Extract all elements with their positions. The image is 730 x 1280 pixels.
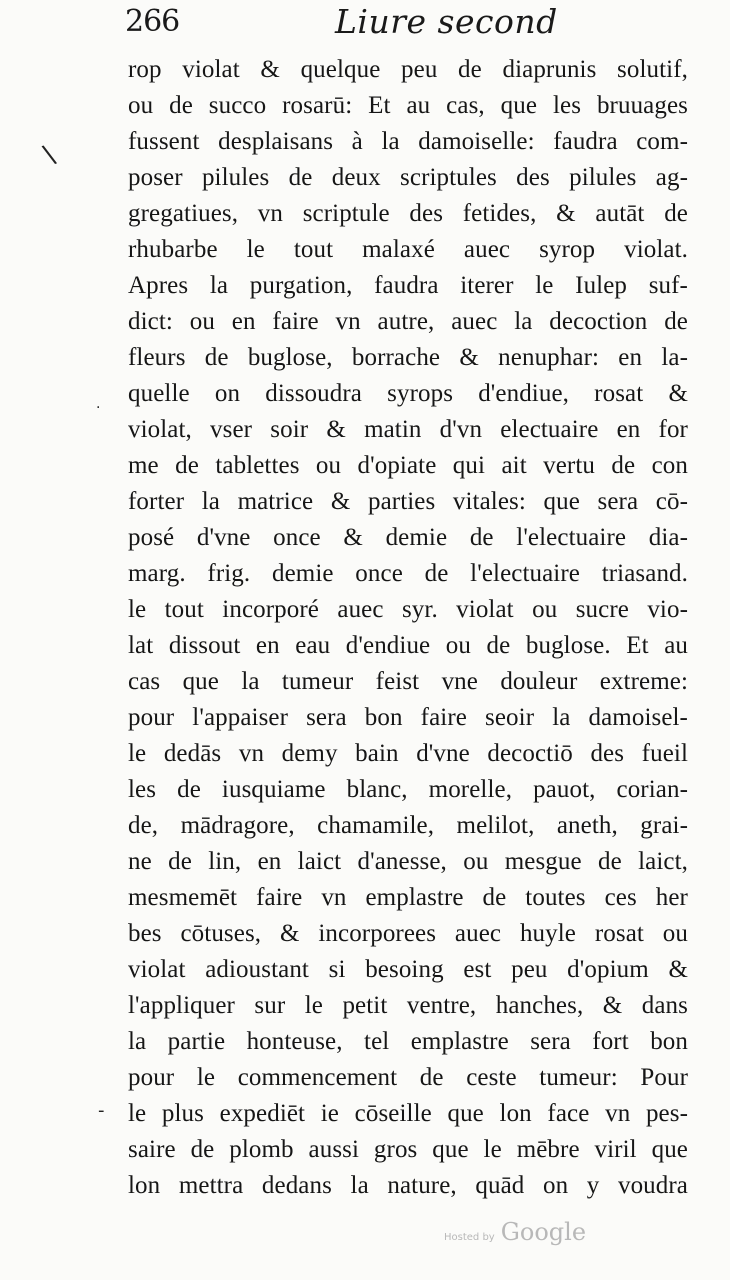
- text-line: gregatiues, vn scriptule des fetides, & autāt de: [128, 200, 688, 227]
- text-line-row: [128, 232, 688, 268]
- text-line: lat dissout en eau d'endiue ou de buglose. Et au: [128, 632, 688, 659]
- text-line-row: [128, 808, 688, 844]
- margin-ink-dash: -: [98, 1100, 105, 1121]
- text-line-row: [128, 484, 688, 520]
- text-line-row: [128, 880, 688, 916]
- text-line-row: [128, 304, 688, 340]
- text-line-row: [128, 88, 688, 124]
- margin-ink-mark: \: [40, 139, 59, 171]
- text-line: poser pilules de deux scriptules des pilules ag-: [128, 164, 688, 191]
- text-line-row: [128, 1060, 688, 1096]
- text-line-row: [128, 700, 688, 736]
- text-line-row: [128, 592, 688, 628]
- text-line-row: [128, 412, 688, 448]
- text-line-row: [128, 1168, 688, 1204]
- text-line-row: [128, 1096, 688, 1132]
- text-line: me de tablettes ou d'opiate qui ait vertu de con: [128, 452, 688, 479]
- text-line-row: [128, 556, 688, 592]
- text-line-row: [128, 124, 688, 160]
- text-line-row: [128, 772, 688, 808]
- text-line-row: [128, 1024, 688, 1060]
- text-line: de, mādragore, chamamile, melilot, aneth, grai-: [128, 812, 688, 839]
- text-line: pour le commencement de ceste tumeur: Pour: [128, 1064, 688, 1091]
- text-line: dict: ou en faire vn autre, auec la decoction de: [128, 308, 688, 335]
- text-line: la partie honteuse, tel emplastre sera fort bon: [128, 1028, 688, 1055]
- text-line-row: [128, 988, 688, 1024]
- digitization-watermark: [444, 1218, 586, 1254]
- text-line-row: [128, 448, 688, 484]
- text-line: l'appliquer sur le petit ventre, hanches, & dans: [128, 992, 688, 1019]
- watermark-prefix: Hosted by: [444, 1232, 495, 1243]
- text-line: bes cōtuses, & incorporees auec huyle rosat ou: [128, 920, 688, 947]
- text-line-row: [128, 952, 688, 988]
- text-line-row: [128, 844, 688, 880]
- text-line-row: [128, 160, 688, 196]
- text-line: le dedās vn demy bain d'vne decoctiō des fueil: [128, 740, 688, 767]
- watermark-brand: Google: [500, 1218, 587, 1246]
- text-line-row: [128, 376, 688, 412]
- text-line: violat adioustant si besoing est peu d'opium &: [128, 956, 688, 983]
- body-text: [128, 52, 688, 1204]
- text-line: posé d'vne once & demie de l'electuaire dia-: [128, 524, 688, 551]
- text-line-row: [128, 520, 688, 556]
- text-line: rhubarbe le tout malaxé auec syrop violat.: [128, 236, 688, 263]
- text-line: fussent desplaisans à la damoiselle: faudra com-: [128, 128, 688, 155]
- text-line: cas que la tumeur feist vne douleur extreme:: [128, 668, 688, 695]
- text-line: le plus expediēt ie cōseille que lon face vn pes-: [128, 1100, 688, 1127]
- running-title: Liure second: [335, 2, 558, 41]
- text-line: mesmemēt faire vn emplastre de toutes ces her: [128, 884, 688, 911]
- text-line: Apres la purgation, faudra iterer le Iulep suf-: [128, 272, 688, 299]
- text-line-row: [128, 916, 688, 952]
- text-line: les de iusquiame blanc, morelle, pauot, corian-: [128, 776, 688, 803]
- text-line-row: [128, 664, 688, 700]
- text-line: le tout incorporé auec syr. violat ou sucre vio-: [128, 596, 688, 623]
- text-line-row: [128, 340, 688, 376]
- text-line-row: [128, 196, 688, 232]
- page-header: [125, 2, 625, 44]
- text-line: quelle on dissoudra syrops d'endiue, rosat &: [128, 380, 688, 407]
- text-line: fleurs de buglose, borrache & nenuphar: en la-: [128, 344, 688, 371]
- text-line-row: [128, 268, 688, 304]
- text-line: lon mettra dedans la nature, quād on y voudra: [128, 1172, 688, 1199]
- text-line: forter la matrice & parties vitales: que sera cō-: [128, 488, 688, 515]
- text-line: ou de succo rosarū: Et au cas, que les bruuages: [128, 92, 688, 119]
- text-line: violat, vser soir & matin d'vn electuaire en for: [128, 416, 688, 443]
- text-line: marg. frig. demie once de l'electuaire triasand.: [128, 560, 688, 587]
- text-line-row: [128, 628, 688, 664]
- text-line: pour l'appaiser sera bon faire seoir la damoisel-: [128, 704, 688, 731]
- text-line: ne de lin, en laict d'anesse, ou mesgue de laict,: [128, 848, 688, 875]
- text-line-row: [128, 52, 688, 88]
- text-line: saire de plomb aussi gros que le mēbre viril que: [128, 1136, 688, 1163]
- page-number: 266: [125, 4, 180, 39]
- text-line-row: [128, 1132, 688, 1168]
- text-line-row: [128, 736, 688, 772]
- text-line: rop violat & quelque peu de diaprunis solutif,: [128, 56, 688, 83]
- margin-ink-dot: ·: [96, 400, 101, 416]
